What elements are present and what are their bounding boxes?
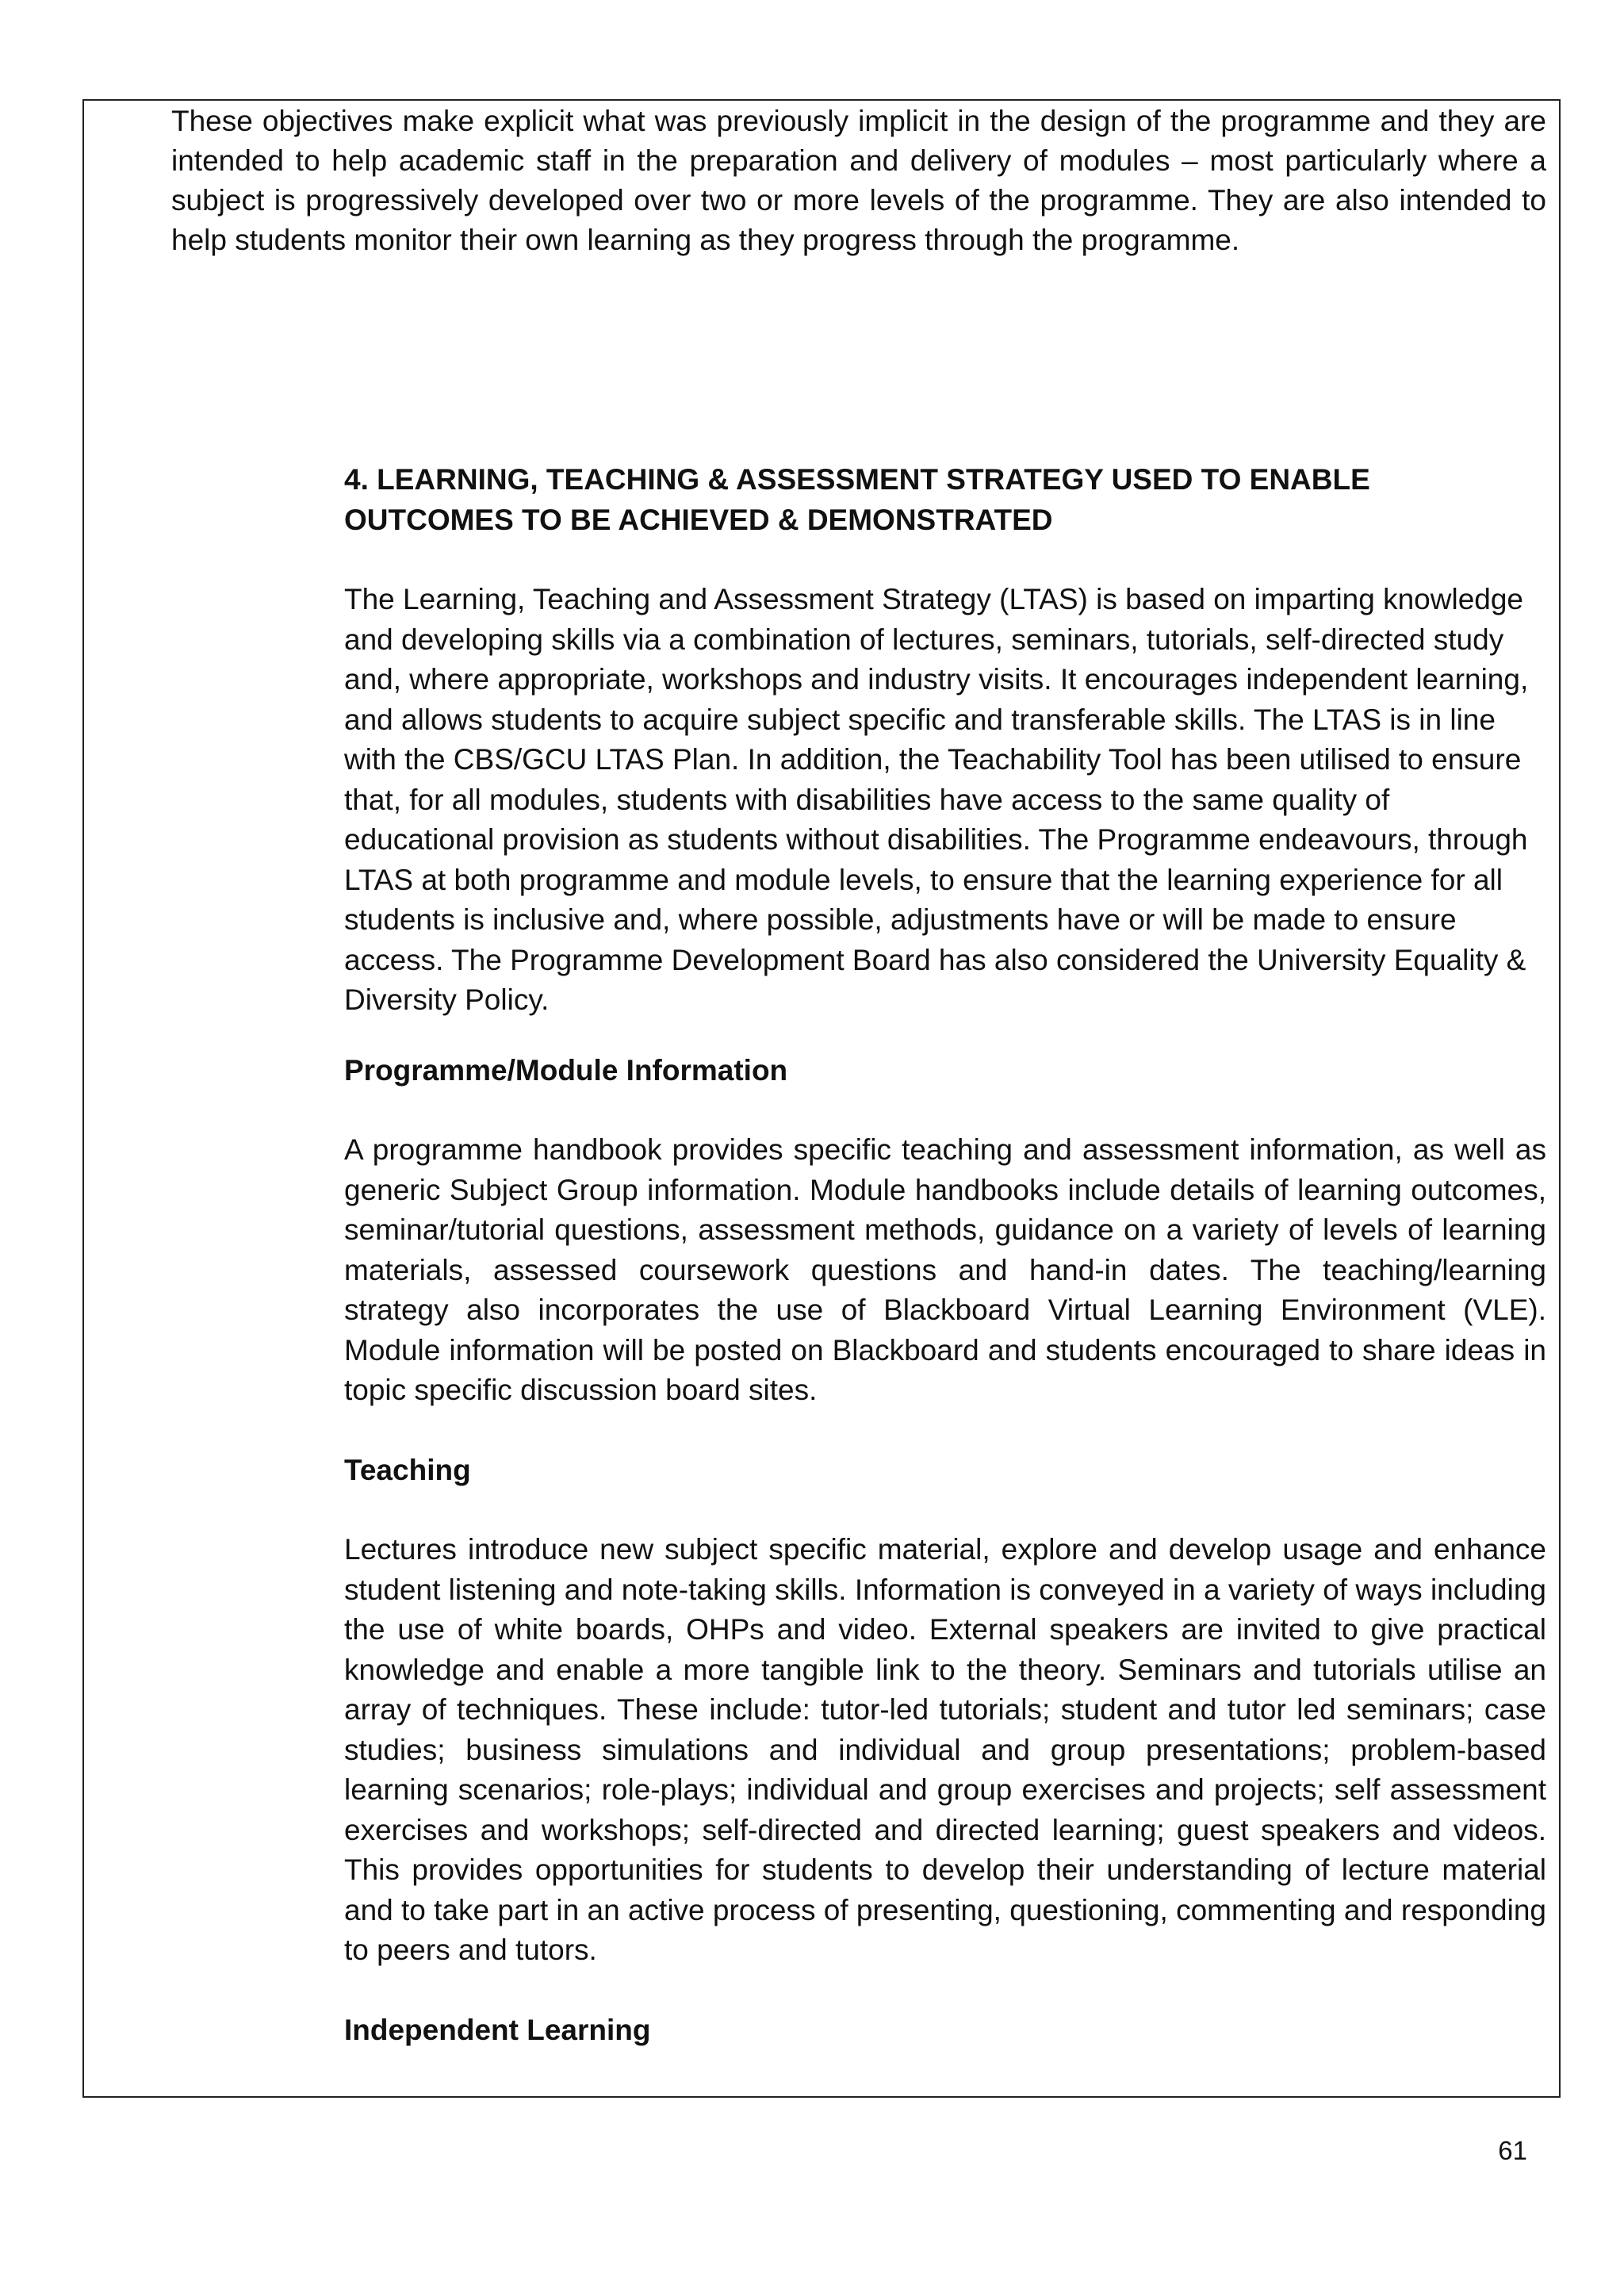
programme-module-heading: Programme/Module Information (344, 1053, 788, 1087)
teaching-heading: Teaching (344, 1453, 471, 1486)
intro-paragraph: These objectives make explicit what was previously implicit in the design of the programme and they are intended to help academic staff in the preparation and delivery of modules – most particularly where a subject is progressively developed over two or more levels of the programme. They are also intended to help students monitor their own learning as they progress through the programme. (171, 105, 1546, 256)
independent-learning-heading: Independent Learning (344, 2013, 651, 2046)
section-4 (344, 460, 1546, 2050)
programme-module-paragraph: A programme handbook provides specific teaching and assessment information, as well as generic Subject Group information. Module handbooks include details of learning outcomes, seminar/tutorial questions, assessment methods, guidance on a variety of levels of learning materials, assessed coursework questions and hand-in dates. The teaching/learning strategy also incorporates the use of Blackboard Virtual Learning Environment (VLE). Module information will be posted on Blackboard and students encouraged to share ideas in topic specific discussion board sites. (344, 1133, 1546, 1406)
section-heading: 4. LEARNING, TEACHING & ASSESSMENT STRATEGY USED TO ENABLE OUTCOMES TO BE ACHIEVED & DEMONSTRATED (344, 463, 1370, 536)
teaching-paragraph: Lectures introduce new subject specific material, explore and develop usage and enhance student listening and note-taking skills. Information is conveyed in a variety of ways including the use of white boards, OHPs and video. External speakers are invited to give practical knowledge and enable a more tangible link to the theory. Seminars and tutorials utilise an array of techniques. These include: tutor-led tutorials; student and tutor led seminars; case studies; business simulations and individual and group presentations; problem-based learning scenarios; role-plays; individual and group exercises and projects; self assessment exercises and workshops; self-directed and directed learning; guest speakers and videos. This provides opportunities for students to develop their understanding of lecture material and to take part in an active process of presenting, questioning, commenting and responding to peers and tutors. (344, 1533, 1546, 1966)
page-number: 61 (1498, 2136, 1527, 2165)
ltas-paragraph: The Learning, Teaching and Assessment Strategy (LTAS) is based on imparting knowledge and developing skills via a combination of lectures, seminars, tutorials, self-directed study and, where appropriate, workshops and industry visits. It encourages independent learning, and allows students to acquire subject specific and transferable skills. The LTAS is in line with the CBS/GCU LTAS Plan. In addition, the Teachability Tool has been utilised to ensure that, for all modules, students with disabilities have access to the same quality of educational provision as students without disabilities. The Programme endeavours, through LTAS at both programme and module levels, to ensure that the learning experience for all students is inclusive and, where possible, adjustments have or will be made to ensure access. The Programme Development Board has also considered the University Equality & Diversity Policy. (344, 583, 1529, 1016)
